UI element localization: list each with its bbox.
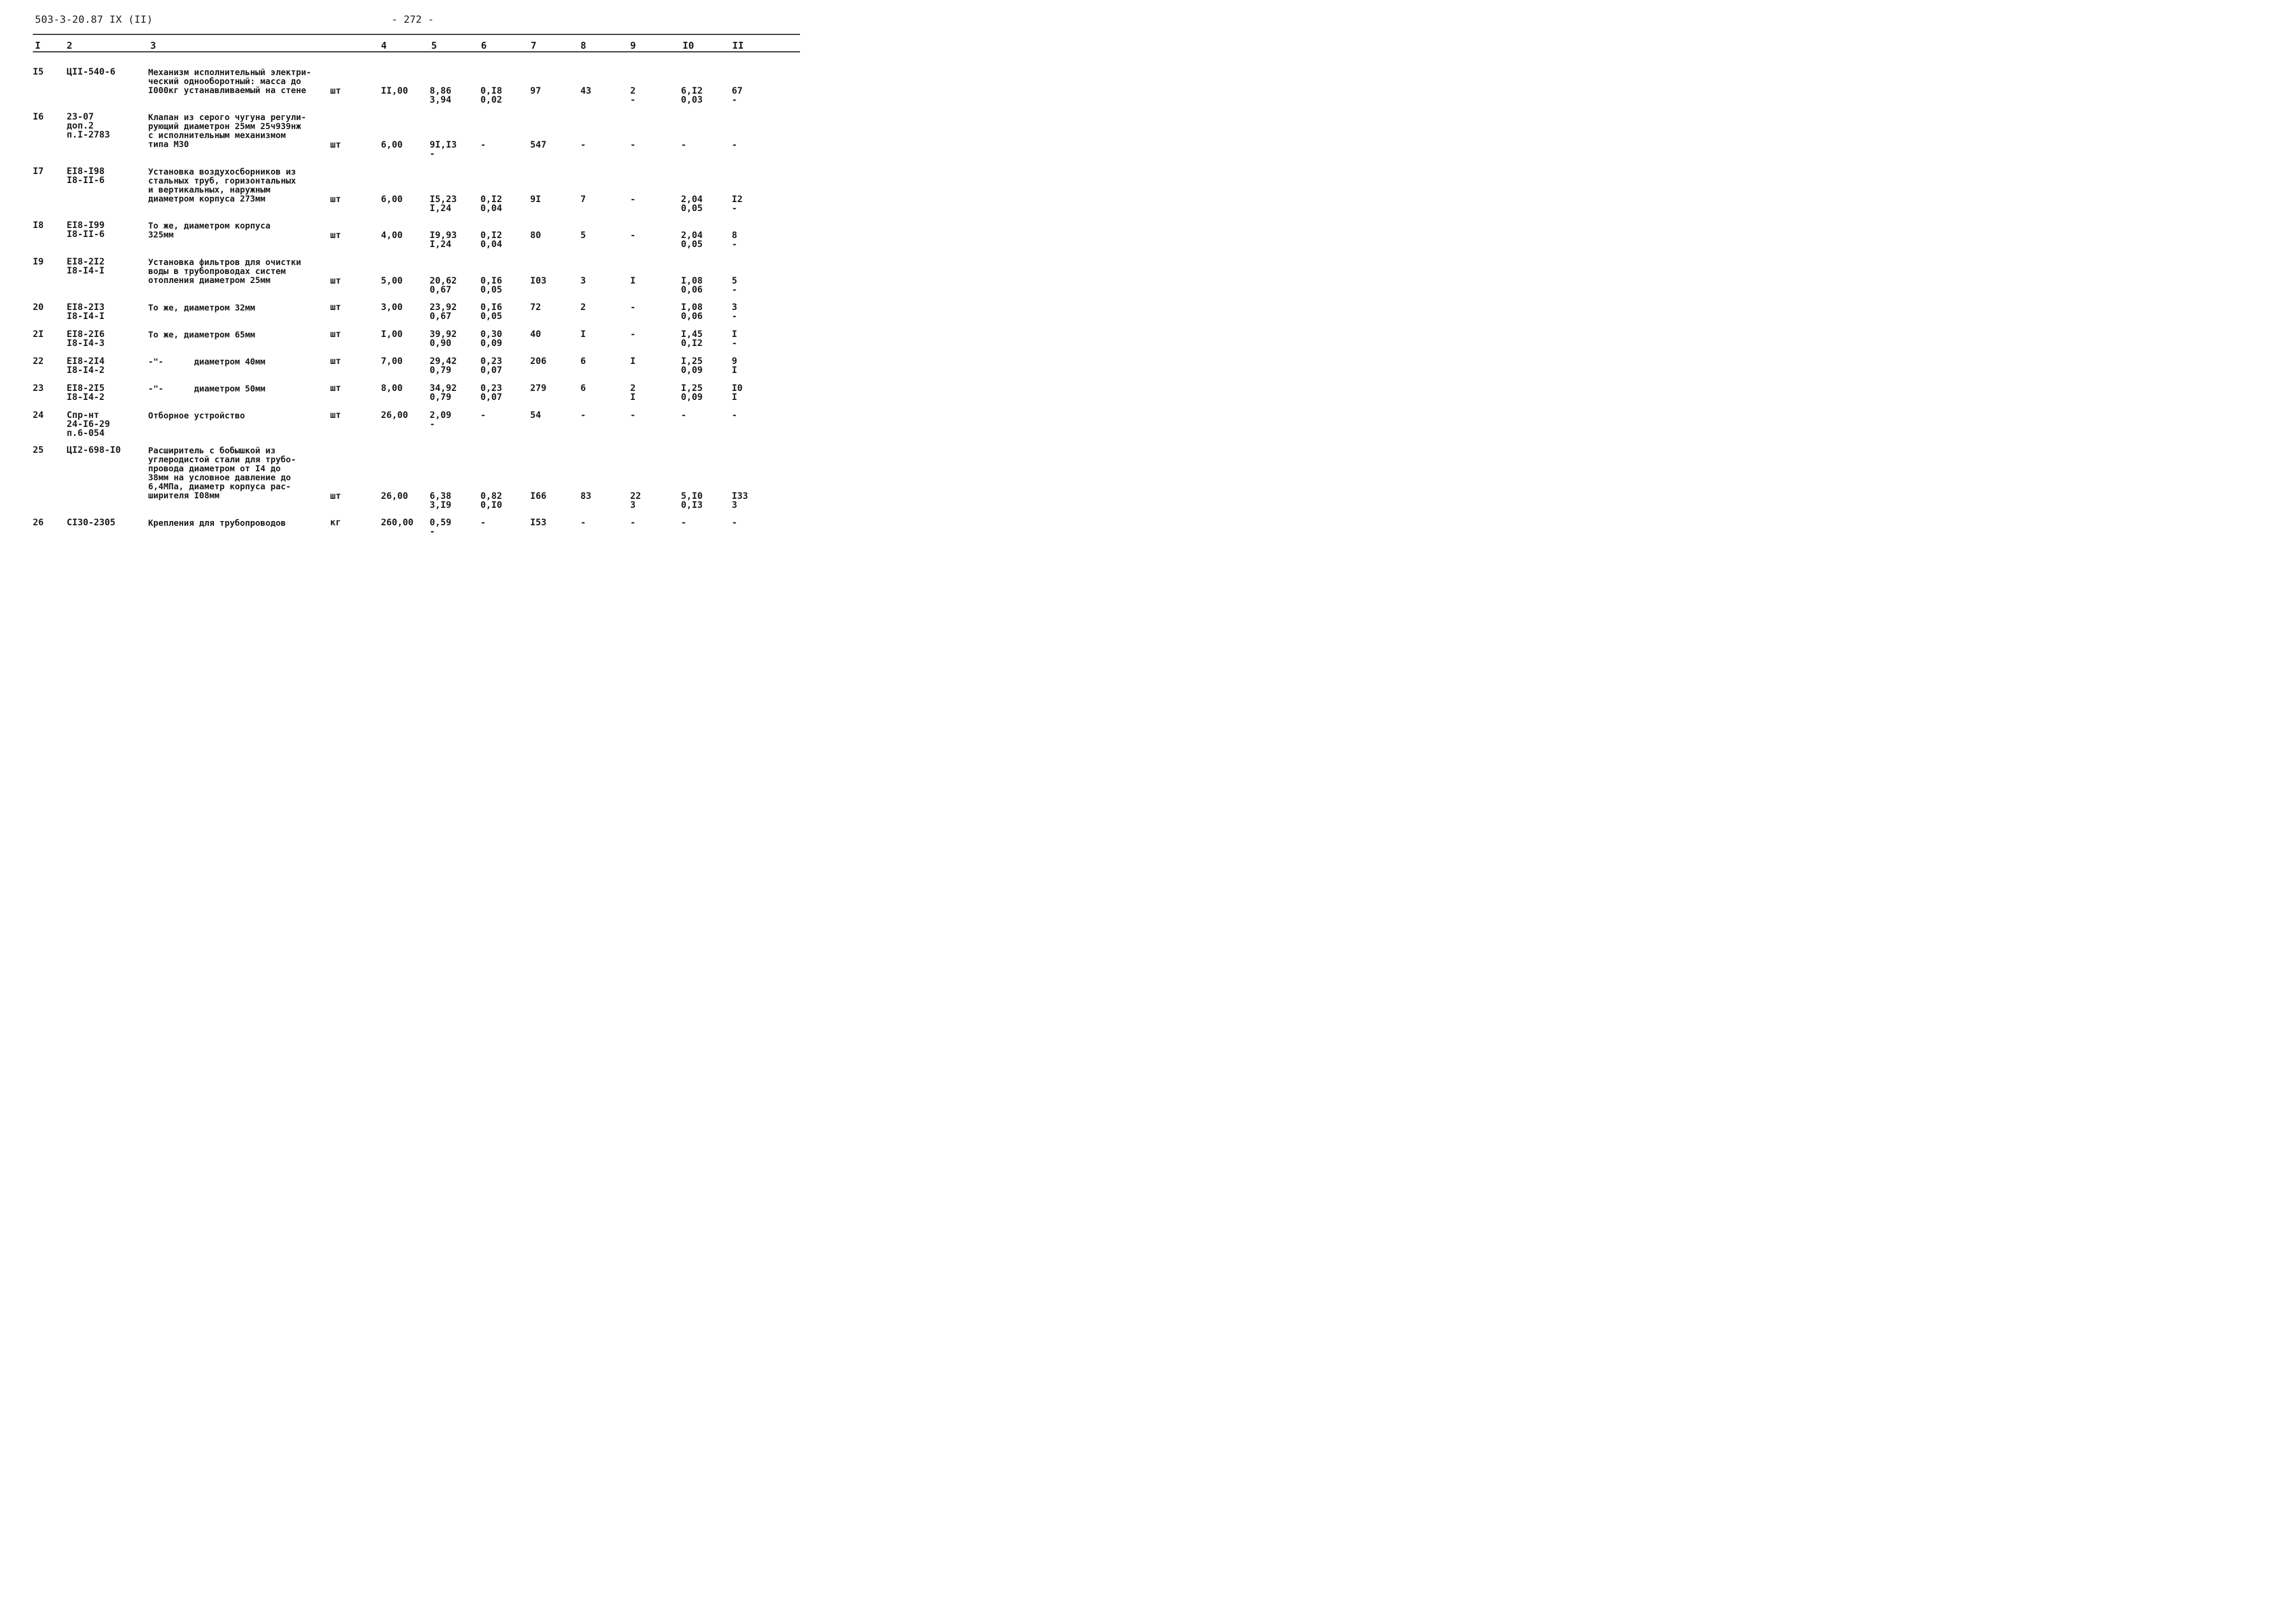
column-5-value: 39,92 0,90 [430,329,457,349]
document-page [0,0,825,587]
rate-code: EI8-2I2 I8-I4-I [67,257,105,276]
work-description: Отборное устройство [148,410,246,421]
unit-of-measure: шт [330,329,341,340]
column-7-value: I66 [530,491,547,501]
column-6-value: 0,30 0,09 [480,329,502,349]
row-number: 24 [33,410,44,421]
unit-of-measure: шт [330,356,341,367]
column-10-value: I,08 0,06 [681,302,703,322]
column-5-value: I5,23 I,24 [430,194,457,214]
rate-code: 23-07 доп.2 п.I-2783 [67,112,110,140]
column-7-value: I53 [530,517,547,528]
column-5-value: I9,93 I,24 [430,230,457,250]
column-11-value: 9 I [732,356,738,376]
column-8-value: 2 [580,302,586,313]
unit-of-measure: шт [330,383,341,394]
column-6-value: 0,I6 0,05 [480,276,502,295]
column-10-value: I,25 0,09 [681,383,703,403]
column-5-value: 29,42 0,79 [430,356,457,376]
rate-code: EI8-2I3 I8-I4-I [67,302,105,322]
page-number: - 272 - [392,14,434,25]
column-7-value: 80 [530,230,541,241]
column-header: II [732,40,744,51]
quantity: 7,00 [381,356,403,367]
quantity: 6,00 [381,194,403,205]
column-9-value: 2 I [630,383,636,403]
column-9-value: - [630,230,636,241]
column-6-value: 0,23 0,07 [480,383,502,403]
column-5-value: 8,86 3,94 [430,86,451,105]
column-10-value: I,08 0,06 [681,276,703,295]
quantity: 5,00 [381,276,403,286]
column-8-value: 43 [580,86,592,96]
column-6-value: - [480,410,486,421]
column-7-value: I03 [530,276,547,286]
column-10-value: - [681,140,687,150]
column-7-value: 54 [530,410,541,421]
column-header: 2 [67,40,72,51]
column-8-value: - [580,140,586,150]
row-number: I5 [33,67,44,77]
column-header: 5 [431,40,437,51]
column-8-value: - [580,410,586,421]
column-11-value: I - [732,329,738,349]
column-11-value: - [732,410,738,421]
column-header: 6 [481,40,487,51]
work-description: Механизм исполнительный электри- ческий однооборотный: масса до I000кг устанавливаемый на стене [148,67,312,95]
work-description: Крепления для трубопроводов [148,518,286,528]
work-description: Установка воздухосборников из стальных труб, горизонтальных и вертикальных, наружным диаметром корпуса 273мм [148,167,296,204]
row-number: I8 [33,220,44,231]
row-number: I6 [33,112,44,122]
header-top-rule [33,34,800,35]
column-9-value: 22 3 [630,491,641,510]
column-11-value: - [732,517,738,528]
work-description: То же, диаметром корпуса 325мм [148,221,271,240]
column-11-value: 67 - [732,86,743,105]
quantity: 26,00 [381,410,408,421]
column-8-value: 6 [580,383,586,394]
row-number: 26 [33,517,44,528]
unit-of-measure: шт [330,86,341,96]
column-5-value: 2,09 - [430,410,451,430]
column-6-value: - [480,517,486,528]
rate-code: EI8-I98 I8-II-6 [67,166,105,186]
rate-code: EI8-2I5 I8-I4-2 [67,383,105,403]
column-9-value: - [630,517,636,528]
work-description: Установка фильтров для очистки воды в трубопроводах систем отопления диаметром 25мм [148,257,301,285]
column-9-value: - [630,302,636,313]
work-description: То же, диаметром 65мм [148,330,256,340]
column-8-value: 83 [580,491,592,501]
column-8-value: 5 [580,230,586,241]
column-10-value: - [681,410,687,421]
rate-code: CI30-2305 [67,517,116,528]
column-7-value: 97 [530,86,541,96]
column-10-value: - [681,517,687,528]
row-number: 2I [33,329,44,340]
column-8-value: I [580,329,586,340]
column-10-value: 5,I0 0,I3 [681,491,703,510]
work-description: Расширитель с бобышкой из углеродистой стали для трубо- провода диаметром от I4 до 38мм на условное давление до 6,4МПа, диаметр корпуса рас- ширителя I08мм [148,445,296,500]
column-5-value: 23,92 0,67 [430,302,457,322]
quantity: I,00 [381,329,403,340]
column-8-value: 3 [580,276,586,286]
column-5-value: 9I,I3 - [430,140,457,159]
quantity: 8,00 [381,383,403,394]
column-6-value: 0,I6 0,05 [480,302,502,322]
column-5-value: 20,62 0,67 [430,276,457,295]
column-header: 8 [580,40,586,51]
column-6-value: 0,23 0,07 [480,356,502,376]
quantity: 4,00 [381,230,403,241]
row-number: 20 [33,302,44,313]
column-6-value: 0,82 0,I0 [480,491,502,510]
rate-code: EI8-I99 I8-II-6 [67,220,105,240]
rate-code: EI8-2I4 I8-I4-2 [67,356,105,376]
column-9-value: 2 - [630,86,636,105]
work-description: То же, диаметром 32мм [148,303,256,313]
column-10-value: I,45 0,I2 [681,329,703,349]
column-11-value: - [732,140,738,150]
row-number: 23 [33,383,44,394]
column-header: I0 [683,40,694,51]
unit-of-measure: шт [330,276,341,286]
column-11-value: I2 - [732,194,743,214]
unit-of-measure: шт [330,140,341,150]
column-7-value: 72 [530,302,541,313]
column-6-value: 0,I8 0,02 [480,86,502,105]
column-5-value: 34,92 0,79 [430,383,457,403]
row-number: 25 [33,445,44,455]
quantity: 260,00 [381,517,414,528]
quantity: 3,00 [381,302,403,313]
column-11-value: I33 3 [732,491,748,510]
column-9-value: - [630,410,636,421]
column-10-value: 6,I2 0,03 [681,86,703,105]
column-header: I [35,40,41,51]
column-9-value: I [630,356,636,367]
column-9-value: - [630,140,636,150]
column-8-value: - [580,517,586,528]
unit-of-measure: шт [330,302,341,313]
column-11-value: I0 I [732,383,743,403]
column-header: 7 [531,40,537,51]
unit-of-measure: кг [330,517,341,528]
column-8-value: 7 [580,194,586,205]
unit-of-measure: шт [330,491,341,501]
column-10-value: I,25 0,09 [681,356,703,376]
column-5-value: 6,38 3,I9 [430,491,451,510]
rate-code: EI8-2I6 I8-I4-3 [67,329,105,349]
column-7-value: 206 [530,356,547,367]
header-bottom-rule [33,51,800,52]
work-description: -"- диаметром 50мм [148,384,266,394]
column-6-value: 0,I2 0,04 [480,194,502,214]
work-description: -"- диаметром 40мм [148,357,266,367]
row-number: I7 [33,166,44,177]
column-header: 3 [150,40,156,51]
unit-of-measure: шт [330,230,341,241]
column-6-value: - [480,140,486,150]
column-10-value: 2,04 0,05 [681,194,703,214]
column-7-value: 547 [530,140,547,150]
rate-code: ЦI2-698-I0 [67,445,121,455]
quantity: II,00 [381,86,408,96]
rate-code: ЦII-540-6 [67,67,116,77]
column-6-value: 0,I2 0,04 [480,230,502,250]
quantity: 26,00 [381,491,408,501]
column-7-value: 9I [530,194,541,205]
document-code: 503-3-20.87 IX (II) [35,14,153,25]
rate-code: Спр-нт 24-I6-29 п.6-054 [67,410,110,439]
column-header: 9 [630,40,636,51]
work-description: Клапан из серого чугуна регули- рующий диаметрон 25мм 25ч939нж с исполнительным механизмом типа МЗ0 [148,112,306,149]
row-number: 22 [33,356,44,367]
unit-of-measure: шт [330,410,341,421]
column-9-value: - [630,329,636,340]
column-9-value: I [630,276,636,286]
column-10-value: 2,04 0,05 [681,230,703,250]
unit-of-measure: шт [330,194,341,205]
column-9-value: - [630,194,636,205]
column-5-value: 0,59 - [430,517,451,537]
column-8-value: 6 [580,356,586,367]
column-11-value: 8 - [732,230,738,250]
column-7-value: 279 [530,383,547,394]
row-number: I9 [33,257,44,267]
column-7-value: 40 [530,329,541,340]
column-11-value: 5 - [732,276,738,295]
quantity: 6,00 [381,140,403,150]
column-header: 4 [381,40,387,51]
column-11-value: 3 - [732,302,738,322]
